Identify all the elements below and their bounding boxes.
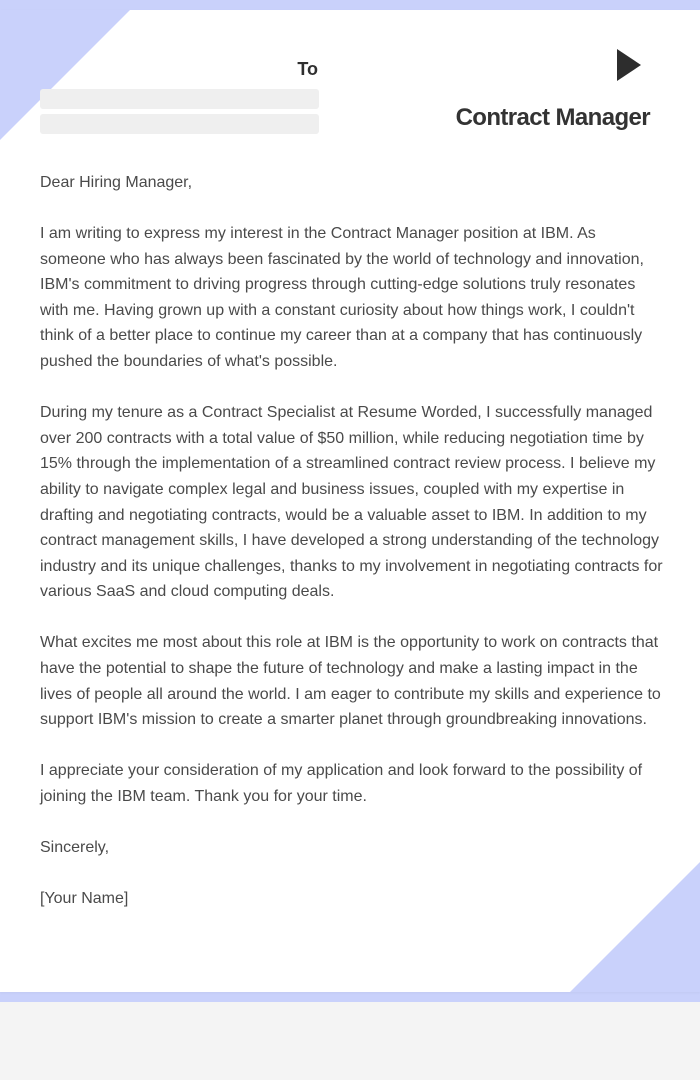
- signature: [Your Name]: [40, 890, 129, 908]
- letter-paragraph-3: What excites me most about this role at IBM is the opportunity to work on contracts that have the potential to shape the future of technology and make a lasting impact in the lives of people all around the world. I am eager to contribute my skills and experience to support IBM's mission to create a smarter planet through groundbreaking innovations.: [40, 634, 661, 729]
- play-icon: [617, 49, 641, 81]
- recipient-placeholder-line-2: [40, 114, 319, 134]
- letter-body: [40, 170, 666, 937]
- to-label: To: [297, 59, 318, 79]
- letter-paragraph-4: I appreciate your consideration of my application and look forward to the possibility of joining the IBM team. Thank you for your time.: [40, 762, 643, 805]
- greeting: Dear Hiring Manager,: [40, 174, 193, 191]
- job-title: Contract Manager: [455, 104, 650, 131]
- cover-letter-page: [0, 10, 700, 992]
- page-footer-background: [0, 1002, 700, 1080]
- recipient-placeholder-line-1: [40, 89, 319, 109]
- letter-paragraph-1: I am writing to express my interest in the Contract Manager position at IBM. As someone who has always been fascinated by the world of technology and innovation, IBM's commitment to driving progress through cutting-edge solutions truly resonates with me. Having grown up with a constant curiosity about how things work, I couldn't think of a better place to continue my career than at a company that has continuously pushed the boundaries of what's possible.: [40, 225, 644, 371]
- closing: Sincerely,: [40, 838, 110, 856]
- letter-paragraph-2: During my tenure as a Contract Specialist at Resume Worded, I successfully managed over 200 contracts with a total value of $50 million, while reducing negotiation time by 15% through the implementation of a streamlined contract review process. I believe my ability to navigate complex legal and business issues, coupled with my expertise in drafting and negotiating contracts, would be a valuable asset to IBM. In addition to my contract management skills, I have developed a strong understanding of the technology industry and its unique challenges, thanks to my involvement in negotiating contracts for various SaaS and cloud computing deals.: [40, 404, 663, 601]
